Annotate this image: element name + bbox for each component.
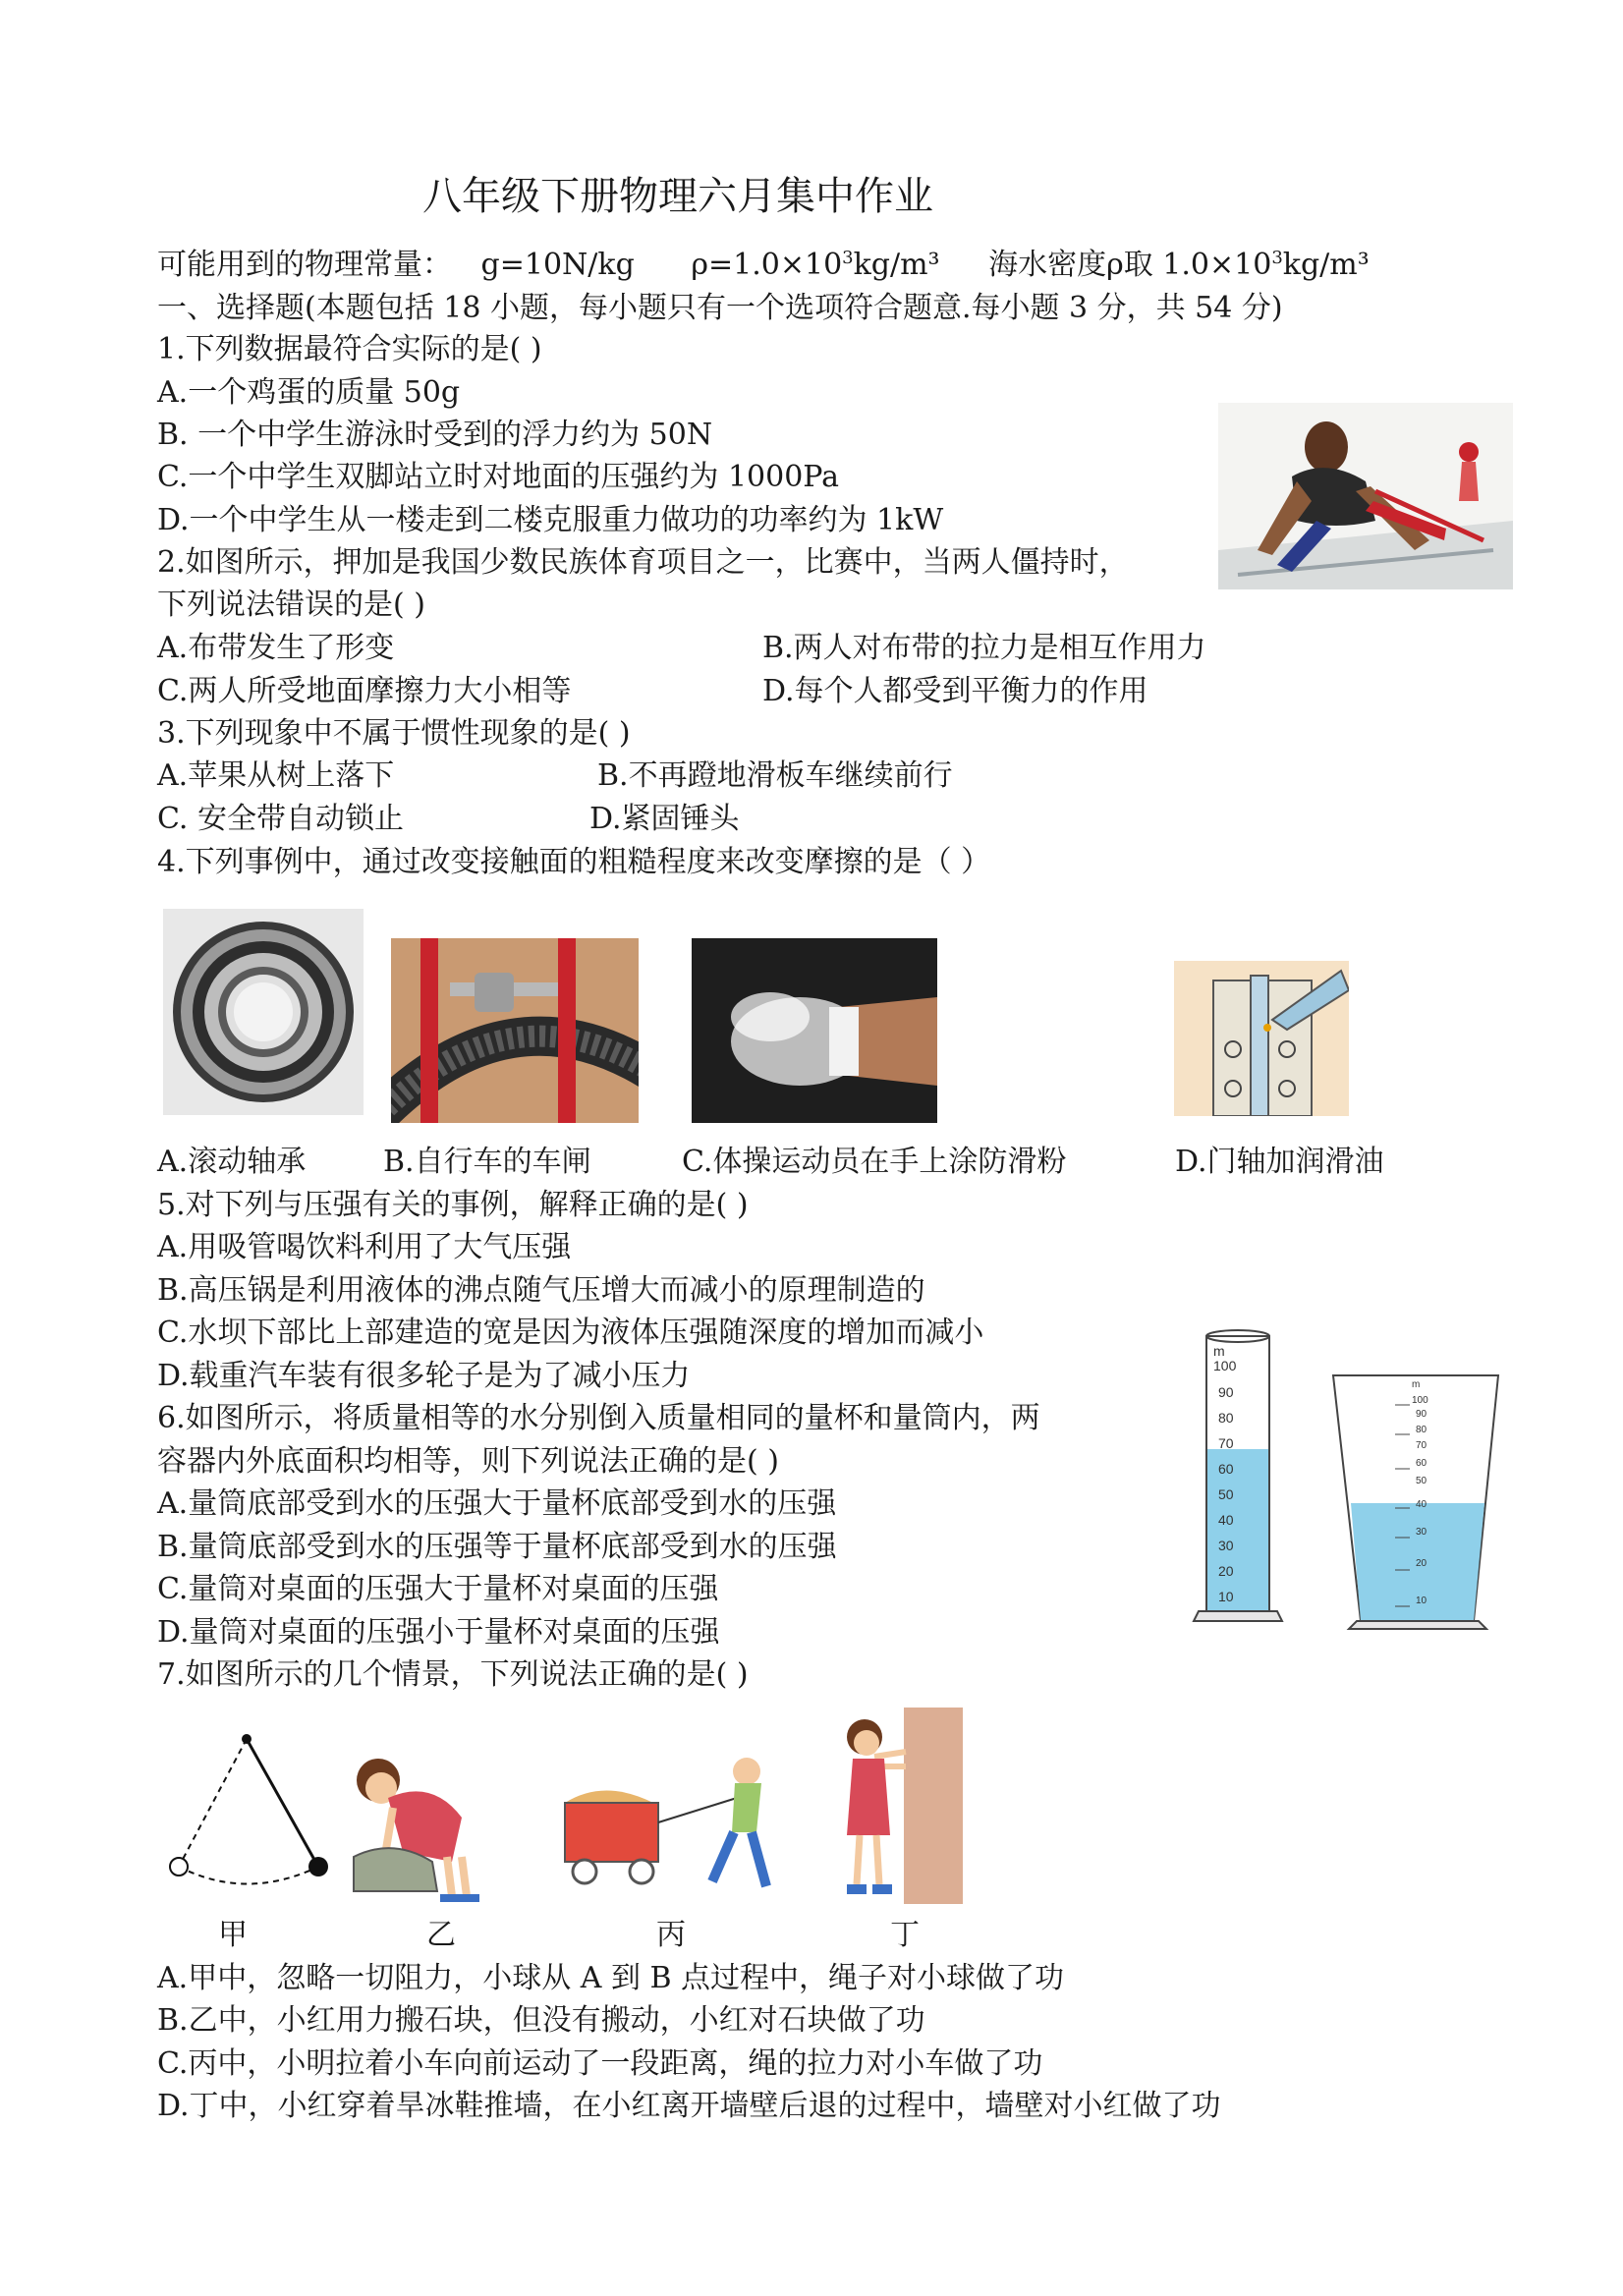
q7-option-b: B.乙中，小红用力搬石块，但没有搬动，小红对石块做了功: [157, 2003, 925, 2038]
beaker-tick-10: 10: [1416, 1596, 1427, 1606]
beaker-tick-70: 70: [1416, 1440, 1427, 1451]
q1-option-a: A.一个鸡蛋的质量 50g: [157, 375, 461, 410]
q2-stem-line1: 2.如图所示，押加是我国少数民族体育项目之一，比赛中，当两人僵持时，: [157, 545, 1129, 580]
constant-sea-density: 海水密度ρ取 $1.0\times 10^3kg/m^3$: [988, 248, 1370, 282]
cylinder-tick-80: 80: [1218, 1410, 1234, 1426]
q4-option-b: B.自行车的车闸: [383, 1145, 591, 1179]
cylinder-tick-20: 20: [1218, 1563, 1234, 1579]
q7-option-d: D.丁中，小红穿着旱冰鞋推墙，在小红离开墙壁后退的过程中，墙壁对小红做了功: [157, 2089, 1221, 2123]
q1-option-c: C.一个中学生双脚站立时对地面的压强约为 1000Pa: [157, 460, 840, 494]
beaker-tick-80: 80: [1416, 1425, 1427, 1435]
cylinder-tick-90: 90: [1218, 1384, 1234, 1400]
figure-label-jia: 甲: [218, 1918, 248, 1952]
constant-rho: $\rho=1.0\times 10^3kg/m^3$: [691, 248, 940, 282]
cylinder-tick-100: 100: [1213, 1358, 1237, 1373]
q2-option-b: B.两人对布带的拉力是相互作用力: [762, 631, 1206, 665]
q3-option-c: C. 安全带自动锁止: [157, 802, 404, 836]
girl-pushing-wall-figure: [825, 1708, 963, 1904]
beaker-tick-20: 20: [1416, 1558, 1427, 1569]
cylinder-tick-40: 40: [1218, 1512, 1234, 1528]
q7-stem: 7.如图所示的几个情景，下列说法正确的是( ): [157, 1657, 749, 1692]
q1-option-d: D.一个中学生从一楼走到二楼克服重力做功的功率约为 1kW: [157, 503, 944, 537]
q3-stem: 3.下列现象中不属于惯性现象的是( ): [157, 716, 631, 751]
cylinder-tick-10: 10: [1218, 1589, 1234, 1604]
q2-stem-line2: 下列说法错误的是( ): [157, 588, 425, 622]
beaker-tick-90: 90: [1416, 1409, 1427, 1420]
q4-option-a: A.滚动轴承: [157, 1145, 307, 1179]
q7-option-c: C.丙中，小明拉着小车向前运动了一段距离，绳的拉力对小车做了功: [157, 2046, 1043, 2081]
q3-option-d: D.紧固锤头: [589, 802, 740, 836]
bicycle-brake-photo: [391, 938, 639, 1123]
door-hinge-oil-picture: [1174, 961, 1349, 1116]
cylinder-tick-50: 50: [1218, 1486, 1234, 1502]
beaker-tick-50: 50: [1416, 1476, 1427, 1486]
q2-option-c: C.两人所受地面摩擦力大小相等: [157, 674, 572, 708]
q5-option-a: A.用吸管喝饮料利用了大气压强: [157, 1230, 572, 1264]
q4-stem: 4.下列事例中，通过改变接触面的粗糙程度来改变摩擦的是（ ）: [157, 845, 991, 879]
beaker-tick-30: 30: [1416, 1527, 1427, 1538]
q6-option-c: C.量筒对桌面的压强大于量杯对桌面的压强: [157, 1572, 719, 1606]
section-heading: 一、选择题(本题包括 18 小题，每小题只有一个选项符合题意.每小题 3 分，共 54 分): [157, 291, 1283, 325]
q5-stem: 5.对下列与压强有关的事例，解释正确的是( ): [157, 1188, 749, 1222]
beaker-tick-100: 100: [1412, 1395, 1428, 1406]
q3-option-b: B.不再蹬地滑板车继续前行: [597, 758, 953, 793]
page-title: 八年级下册物理六月集中作业: [422, 174, 933, 219]
q1-stem: 1.下列数据最符合实际的是( ): [157, 332, 542, 366]
cylinder-tick-70: 70: [1218, 1435, 1234, 1451]
q1-option-b: B. 一个中学生游泳时受到的浮力约为 50N: [157, 418, 713, 452]
beaker-tick-60: 60: [1416, 1458, 1427, 1469]
constant-g: g=10N/kg: [480, 248, 635, 282]
q7-option-a: A.甲中，忽略一切阻力，小球从 A 到 B 点过程中，绳子对小球做了功: [157, 1961, 1065, 1995]
constants-prefix: 可能用到的物理常量：: [157, 248, 452, 282]
cylinder-tick-unit: m: [1213, 1343, 1225, 1359]
ball-bearing-photo: [163, 909, 364, 1115]
chalk-hands-photo: [692, 938, 937, 1123]
q5-option-c: C.水坝下部比上部建造的宽是因为液体压强随深度的增加而减小: [157, 1316, 984, 1350]
constants-line: [157, 246, 1370, 285]
figure-label-yi: 乙: [426, 1918, 456, 1952]
cylinder-tick-60: 60: [1218, 1461, 1234, 1477]
q6-option-b: B.量筒底部受到水的压强等于量杯底部受到水的压强: [157, 1530, 837, 1564]
q6-option-a: A.量筒底部受到水的压强大于量杯底部受到水的压强: [157, 1486, 837, 1521]
q4-option-c: C.体操运动员在手上涂防滑粉: [682, 1145, 1067, 1179]
pendulum-figure: [163, 1729, 335, 1896]
figure-label-bing: 丙: [656, 1918, 686, 1952]
q3-option-a: A.苹果从树上落下: [157, 758, 395, 793]
q6-option-d: D.量筒对桌面的压强小于量杯对桌面的压强: [157, 1615, 720, 1650]
girl-lifting-rock-figure: [344, 1749, 491, 1906]
cylinder-tick-30: 30: [1218, 1538, 1234, 1553]
q4-option-d: D.门轴加润滑油: [1175, 1145, 1384, 1179]
beaker-tick-40: 40: [1416, 1499, 1427, 1510]
cylinder-and-beaker-figure: [1184, 1326, 1523, 1641]
boy-pulling-cart-figure: [555, 1754, 793, 1901]
beaker-tick-unit: m: [1412, 1379, 1421, 1390]
figure-label-ding: 丁: [890, 1918, 920, 1952]
q5-option-b: B.高压锅是利用液体的沸点随气压增大而减小的原理制造的: [157, 1273, 925, 1308]
q6-stem-line2: 容器内外底面积均相等，则下列说法正确的是( ): [157, 1444, 779, 1479]
q2-option-d: D.每个人都受到平衡力的作用: [762, 674, 1148, 708]
q5-option-d: D.载重汽车装有很多轮子是为了减小压力: [157, 1359, 691, 1393]
q6-stem-line1: 6.如图所示，将质量相等的水分别倒入质量相同的量杯和量筒内，两: [157, 1401, 1040, 1435]
q2-option-a: A.布带发生了形变: [157, 631, 395, 665]
tug-of-war-photo: [1218, 403, 1513, 589]
